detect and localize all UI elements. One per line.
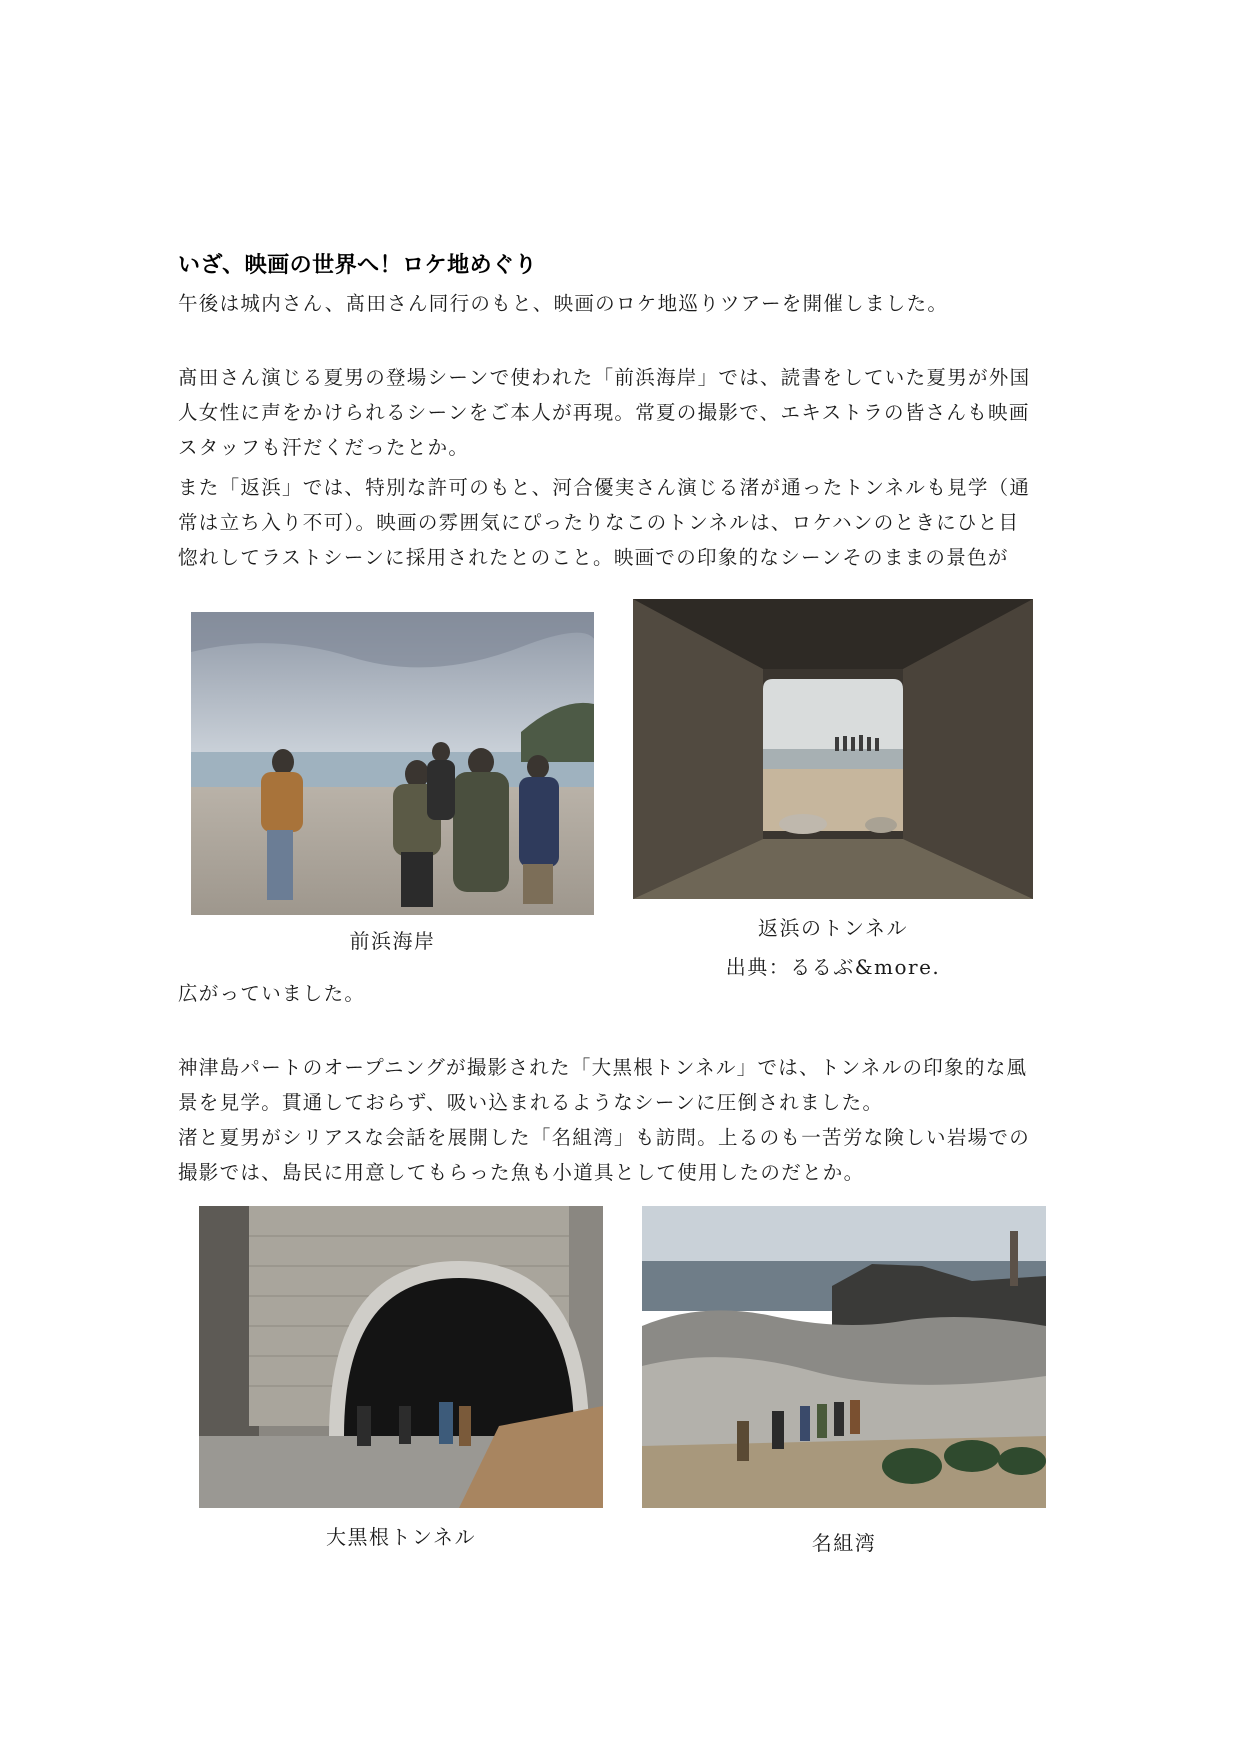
maehama-beach-photo: [191, 612, 594, 915]
section-heading: いざ、映画の世界へ！ロケ地めぐり: [178, 253, 538, 278]
maehama-caption: 前浜海岸: [349, 929, 436, 953]
text-line: 常は立ち入り不可）。映画の雰囲気にぴったりなこのトンネルは、ロケハンのときにひと目: [178, 511, 1020, 534]
text-line: また「返浜」では、特別な許可のもと、河合優実さん演じる渚が通ったトンネルも見学（通: [178, 476, 1031, 499]
okurone-paragraph: [178, 1050, 1068, 1120]
text-line: 人女性に声をかけられるシーンをご本人が再現。常夏の撮影で、エキストラの皆さんも映画: [178, 401, 1030, 424]
kaehama-paragraph: [178, 470, 1068, 575]
intro-paragraph: [178, 286, 1068, 321]
kaehama-paragraph-end: [178, 976, 1068, 1011]
text-line: 午後は城内さん、髙田さん同行のもと、映画のロケ地巡りツアーを開催しました。: [178, 292, 949, 315]
kaehama-credit: 出典：るるぶ&more.: [725, 955, 941, 979]
text-line: 撮影では、島民に用意してもらった魚も小道具として使用したのだとか。: [178, 1161, 865, 1184]
nagumi-bay-photo: [642, 1206, 1046, 1508]
text-line: 神津島パートのオープニングが撮影された「大黒根トンネル」では、トンネルの印象的な風: [178, 1056, 1028, 1079]
text-line: スタッフも汗だくだったとか。: [178, 436, 470, 459]
maehama-paragraph: [178, 360, 1068, 465]
kaehama-caption: 返浜のトンネル: [758, 916, 908, 940]
text-line: 景を見学。貫通しておらず、吸い込まれるようなシーンに圧倒されました。: [178, 1091, 884, 1114]
kaehama-tunnel-photo: [633, 599, 1033, 899]
nagumi-paragraph: [178, 1120, 1068, 1190]
text-line: 渚と夏男がシリアスな会話を展開した「名組湾」も訪問。上るのも一苦労な険しい岩場での: [178, 1126, 1031, 1149]
text-line: 広がっていました。: [178, 982, 366, 1005]
text-line: 髙田さん演じる夏男の登場シーンで使われた「前浜海岸」では、読書をしていた夏男が外国: [178, 366, 1031, 389]
text-line: 惚れしてラストシーンに採用されたとのこと。映画での印象的なシーンそのままの景色が: [178, 546, 1009, 569]
nagumi-caption: 名組湾: [811, 1531, 877, 1555]
okurone-tunnel-photo: [199, 1206, 603, 1508]
okurone-caption: 大黒根トンネル: [326, 1525, 476, 1549]
